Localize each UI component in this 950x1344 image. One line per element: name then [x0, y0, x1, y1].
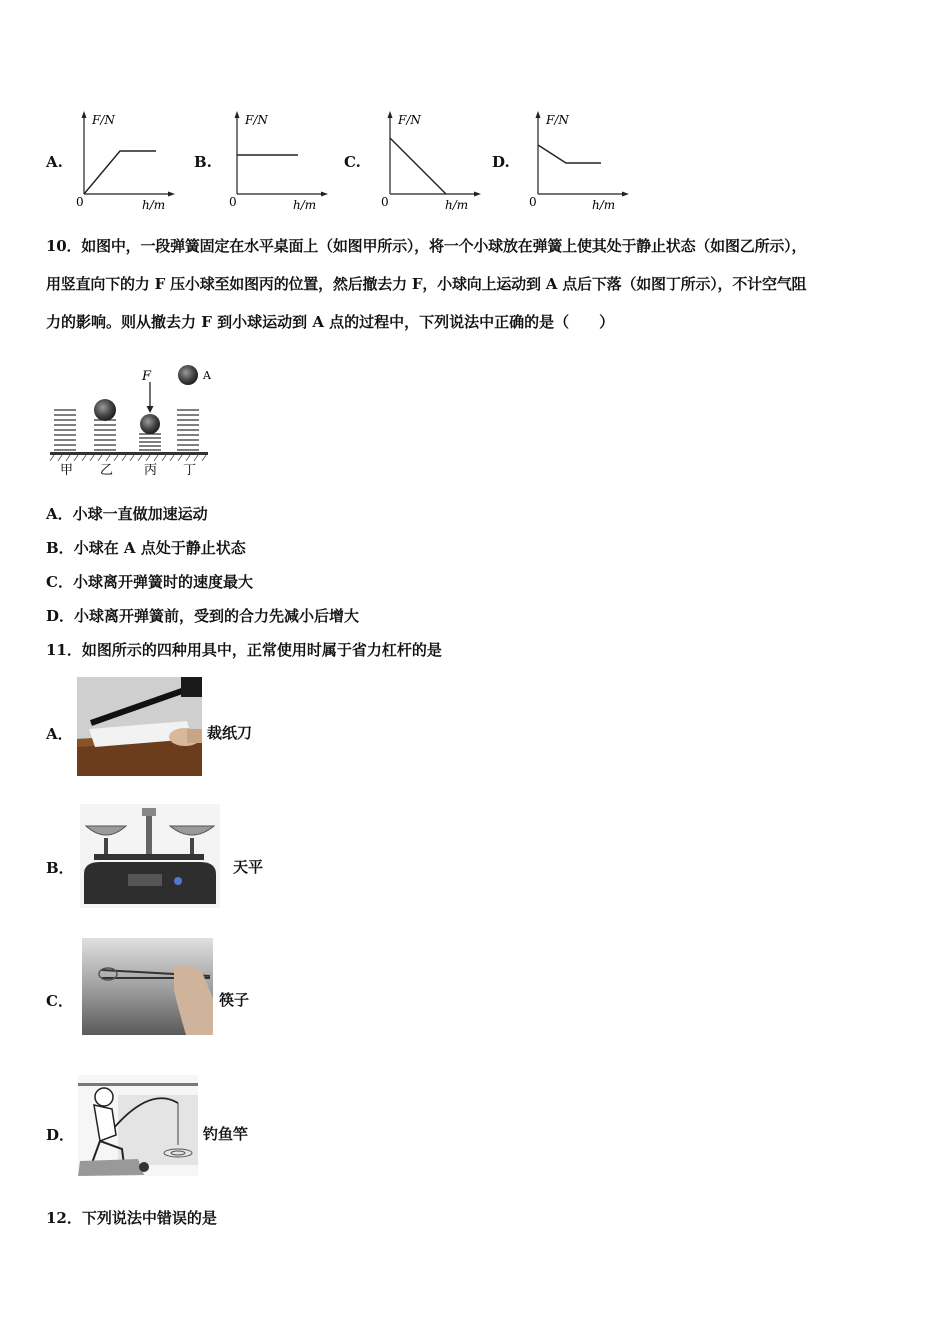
- spring-jia: [54, 410, 76, 450]
- q11-option-a-text: 裁纸刀: [207, 724, 253, 742]
- q11-option-c-label[interactable]: C．: [46, 992, 73, 1010]
- q9-graph-d-origin: 0: [529, 195, 537, 209]
- q10-option-d-text: 小球离开弹簧前，受到的合力先减小后增大: [74, 607, 360, 625]
- spring-yi: [94, 420, 116, 450]
- q9-graph-a-y-label: F/N: [92, 113, 115, 127]
- ball-bing: [140, 414, 160, 434]
- q9-graph-b: [225, 108, 335, 213]
- q9-graph-options: [0, 100, 950, 215]
- q9-graph-b-x-label: h/m: [293, 198, 317, 212]
- ground-hatching: [50, 455, 206, 461]
- q11-option-b-label[interactable]: B．: [46, 859, 74, 877]
- q9-graph-a-origin: 0: [76, 195, 84, 209]
- q9-graph-d-y-label: F/N: [546, 113, 569, 127]
- label-yi: 乙: [100, 463, 114, 478]
- balance-scale-image: [80, 804, 220, 908]
- ball-yi: [94, 399, 116, 421]
- spring-bing: [139, 434, 161, 450]
- q10-option-d-label: D．: [46, 607, 75, 625]
- label-bing: 丙: [144, 463, 158, 478]
- q9-graph-c: [378, 108, 488, 213]
- q9-option-b-label[interactable]: B.: [194, 153, 212, 171]
- q9-graph-d: [526, 108, 636, 213]
- q9-option-a-label[interactable]: A.: [46, 153, 63, 171]
- q9-graph-c-curve: [390, 138, 446, 194]
- q11-option-d-text: 钓鱼竿: [203, 1125, 249, 1143]
- q9-graph-d-curve: [538, 145, 601, 163]
- q9-graph-b-y-label: F/N: [245, 113, 268, 127]
- q10-spring-figure: [48, 362, 218, 478]
- q12-stem: 12．下列说法中错误的是: [46, 1209, 217, 1227]
- q9-graph-a-curve: [84, 151, 156, 194]
- q10-stem-line2: 用竖直向下的力 F 压小球至如图丙的位置，然后撤去力 F，小球向上运动到 A 点后下落（如图丁所示），不计空气阻: [46, 275, 807, 293]
- point-a-label: A: [203, 369, 211, 382]
- q10-option-d[interactable]: [46, 606, 359, 626]
- force-label: F: [142, 369, 152, 384]
- q11-option-d-label[interactable]: D．: [46, 1126, 75, 1144]
- q10-option-b-label: B．: [46, 539, 74, 557]
- q9-graph-c-y-label: F/N: [398, 113, 421, 127]
- q11-stem: 11．如图所示的四种用具中，正常使用时属于省力杠杆的是: [46, 641, 442, 659]
- q11-option-c-text: 筷子: [219, 991, 250, 1009]
- paper-cutter-image: [77, 677, 202, 776]
- label-ding: 丁: [183, 463, 197, 478]
- q10-option-a-label: A．: [46, 505, 73, 523]
- q10-option-a-text: 小球一直做加速运动: [72, 505, 208, 523]
- label-jia: 甲: [60, 463, 74, 478]
- q10-option-c-text: 小球离开弹簧时的速度最大: [72, 573, 253, 591]
- q10-stem-line3: 力的影响。则从撤去力 F 到小球运动到 A 点的过程中，下列说法中正确的是（ ）: [46, 313, 615, 331]
- q11-option-b-text: 天平: [233, 858, 264, 876]
- chopsticks-image: [82, 938, 213, 1035]
- q9-graph-c-x-label: h/m: [445, 198, 469, 212]
- ball-at-a: [178, 365, 198, 385]
- q9-option-c-label[interactable]: C.: [344, 153, 361, 171]
- q9-graph-a: [72, 108, 182, 213]
- q11-option-a-label[interactable]: A．: [46, 725, 73, 743]
- q9-graph-a-x-label: h/m: [142, 198, 166, 212]
- q9-graph-d-x-label: h/m: [592, 198, 616, 212]
- q9-graph-c-origin: 0: [381, 195, 389, 209]
- q10-option-a[interactable]: [46, 504, 208, 524]
- q10-option-b-text: 小球在 A 点处于静止状态: [73, 539, 246, 557]
- q9-graph-b-origin: 0: [229, 195, 237, 209]
- spring-ding: [177, 410, 199, 450]
- q10-option-b[interactable]: [46, 538, 246, 558]
- force-arrow-head: [147, 406, 154, 413]
- q10-option-c[interactable]: [46, 572, 253, 592]
- q9-option-d-label[interactable]: D.: [492, 153, 510, 171]
- fishing-rod-image: [78, 1075, 198, 1176]
- q10-stem-line1: 10．如图中，一段弹簧固定在水平桌面上（如图甲所示），将一个小球放在弹簧上使其处于静止状态（如图乙所示），: [46, 237, 807, 255]
- q10-option-c-label: C．: [46, 573, 73, 591]
- ground-surface: [50, 452, 208, 455]
